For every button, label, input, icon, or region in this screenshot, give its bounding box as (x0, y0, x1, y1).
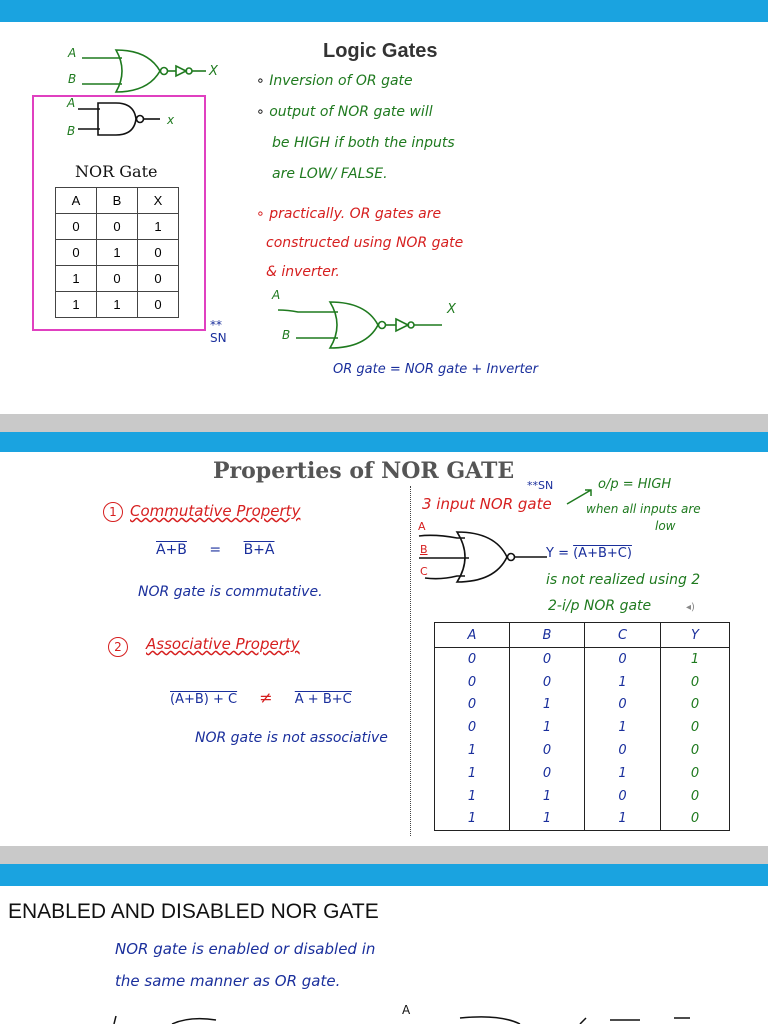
note-inversion: ∘ Inversion of OR gate (256, 73, 413, 89)
slide1 (0, 22, 768, 414)
prop1-lhs: A+B (156, 542, 187, 558)
three-input-cell: 0 (435, 716, 510, 739)
truth-table-cell: 1 (97, 292, 138, 318)
three-input-cell: 1 (509, 716, 584, 739)
slide3-label-a: A (402, 1003, 411, 1017)
truth-table-cell: 0 (138, 240, 179, 266)
note-high: be HIGH if both the inputs (272, 135, 455, 151)
prop1-title: Commutative Property (130, 502, 301, 520)
three-input-row (435, 785, 730, 808)
truth-table-cell: 1 (56, 292, 97, 318)
three-input-cell: 1 (435, 762, 510, 785)
prop1-rhs: B+A (243, 542, 275, 558)
three-input-cell: 1 (585, 762, 661, 785)
truth-table-cell: 0 (138, 266, 179, 292)
prop2-title: Associative Property (146, 635, 300, 653)
slide1-small-nor-gate (60, 42, 230, 102)
three-input-cell: 1 (509, 694, 584, 717)
three-input-row (435, 648, 730, 671)
slide2-title: Properties of NOR GATE (213, 458, 515, 484)
three-input-header-cell: Y (661, 623, 730, 648)
slide1-box-gate-x: x (167, 113, 175, 127)
prop1-note: NOR gate is commutative. (138, 584, 323, 600)
gate-input-b: B (420, 543, 428, 556)
slide1-nor-inverter-diagram (268, 288, 488, 358)
op-note-3: low (655, 519, 676, 533)
three-input-cell: 1 (435, 785, 510, 808)
three-input-cell: 1 (585, 808, 661, 831)
slide1-small-gate-a: A (68, 46, 77, 60)
three-input-cell: 0 (661, 739, 730, 762)
truth-table-header-cell: A (56, 188, 97, 214)
truth-table-cell: 1 (97, 240, 138, 266)
three-input-cell: 1 (435, 739, 510, 762)
three-input-cell: 0 (435, 648, 510, 671)
slide2-divider (410, 486, 411, 836)
three-input-header-cell: B (509, 623, 584, 648)
slide1-small-gate-x: X (209, 64, 218, 79)
signature-text: ** (210, 318, 222, 332)
three-input-cell: 0 (585, 648, 661, 671)
three-input-title: 3 input NOR gate (422, 495, 552, 513)
three-input-cell: 0 (585, 785, 661, 808)
three-input-cell: 0 (585, 694, 661, 717)
speaker-icon[interactable]: ◂) (686, 602, 695, 613)
three-input-cell: 0 (509, 671, 584, 694)
three-input-cell: 0 (509, 739, 584, 762)
slide1-diagram-b: B (282, 328, 291, 342)
slide3-line2: the same manner as OR gate. (115, 972, 341, 990)
slide3-top-band (0, 864, 768, 886)
slide1-box-gate-b: B (67, 124, 76, 138)
prop2-equation (170, 688, 352, 707)
three-input-row (435, 739, 730, 762)
slide1-box-gate-a: A (67, 96, 76, 110)
three-input-cell: 0 (661, 808, 730, 831)
three-input-cell: 0 (509, 648, 584, 671)
three-input-cell: 0 (661, 716, 730, 739)
three-input-cell: 0 (585, 739, 661, 762)
slide3-partial-gates (100, 1010, 720, 1024)
three-input-cell: 0 (435, 694, 510, 717)
three-input-header-cell: C (585, 623, 661, 648)
truth-table-row (56, 266, 179, 292)
nor-gate-truth-table (55, 187, 179, 318)
slide2-top-band (0, 432, 768, 452)
three-input-cell: 0 (661, 694, 730, 717)
truth-table-row (56, 240, 179, 266)
slide1-red-notes (256, 200, 463, 287)
three-input-cell: 0 (661, 785, 730, 808)
red-note-1: ∘ practically. OR gates are (256, 206, 442, 222)
slide2 (0, 452, 768, 846)
prop2-lhs: (A+B) + C (170, 692, 238, 707)
note-not-realized: is not realized using 2 (546, 572, 701, 588)
three-input-cell: 0 (661, 671, 730, 694)
truth-table-header-row (56, 188, 179, 214)
three-input-cell: 1 (661, 648, 730, 671)
three-input-cell: 1 (509, 808, 584, 831)
prop1-number: 1 (103, 502, 123, 522)
slide1-signature (210, 319, 227, 345)
three-input-cell: 1 (509, 785, 584, 808)
three-input-cell: 1 (435, 808, 510, 831)
red-note-3: & inverter. (266, 264, 340, 280)
three-input-truth-table (434, 622, 730, 831)
op-note: o/p = HIGH (598, 477, 672, 492)
red-note-2: constructed using NOR gate (266, 235, 464, 251)
truth-table-header-cell: B (97, 188, 138, 214)
gate-input-c: C (420, 565, 428, 578)
three-input-row (435, 808, 730, 831)
note-low: are LOW/ FALSE. (272, 166, 388, 182)
slide-gap-1 (0, 414, 768, 432)
prop2-note: NOR gate is not associative (195, 730, 388, 746)
slide1-diagram-x: X (447, 302, 456, 317)
three-input-cell: 1 (585, 716, 661, 739)
gate-output-label: Y = (A+B+C) (546, 546, 632, 561)
truth-table-row (56, 214, 179, 240)
truth-table-cell: 0 (56, 240, 97, 266)
note-2-input: 2-i/p NOR gate (548, 598, 652, 614)
slide1-equation: OR gate = NOR gate + Inverter (333, 362, 539, 377)
slide1-diagram-a: A (272, 288, 281, 302)
op-note-2: when all inputs are (586, 502, 701, 516)
nor-gate-table-title: NOR Gate (75, 162, 158, 181)
truth-table-cell: 0 (56, 214, 97, 240)
truth-table-cell: 0 (97, 266, 138, 292)
truth-table-row (56, 292, 179, 318)
prop1-eq: = (209, 542, 222, 558)
three-input-row (435, 716, 730, 739)
three-input-cell: 0 (661, 762, 730, 785)
three-input-row (435, 762, 730, 785)
truth-table-header-cell: X (138, 188, 179, 214)
prop2-neq: ≠ (259, 688, 273, 707)
prop2-rhs: A + B+C (294, 692, 352, 707)
three-input-row (435, 694, 730, 717)
truth-table-cell: 0 (97, 214, 138, 240)
slide1-notes (256, 66, 455, 190)
three-input-cell: 1 (585, 671, 661, 694)
three-input-nor-gate (415, 524, 555, 590)
slide1-small-gate-b: B (68, 72, 77, 86)
slide3 (0, 886, 768, 1024)
three-input-row (435, 671, 730, 694)
slide3-title: ENABLED AND DISABLED NOR GATE (8, 900, 379, 923)
slide-gap-2 (0, 846, 768, 864)
prop2-number: 2 (108, 637, 128, 657)
gate-input-a: A (418, 520, 426, 533)
three-input-cell: 0 (509, 762, 584, 785)
truth-table-cell: 1 (56, 266, 97, 292)
slide2-sign: **SN (527, 479, 554, 492)
prop1-equation (156, 542, 274, 558)
three-input-header-cell: A (435, 623, 510, 648)
three-input-cell: 0 (435, 671, 510, 694)
slide1-title: Logic Gates (323, 40, 438, 62)
truth-table-cell: 1 (138, 214, 179, 240)
slide3-line1: NOR gate is enabled or disabled in (115, 940, 376, 958)
signature-initials: SN (210, 331, 227, 345)
note-output: ∘ output of NOR gate will (256, 104, 433, 120)
truth-table-cell: 0 (138, 292, 179, 318)
slide1-top-band (0, 0, 768, 22)
